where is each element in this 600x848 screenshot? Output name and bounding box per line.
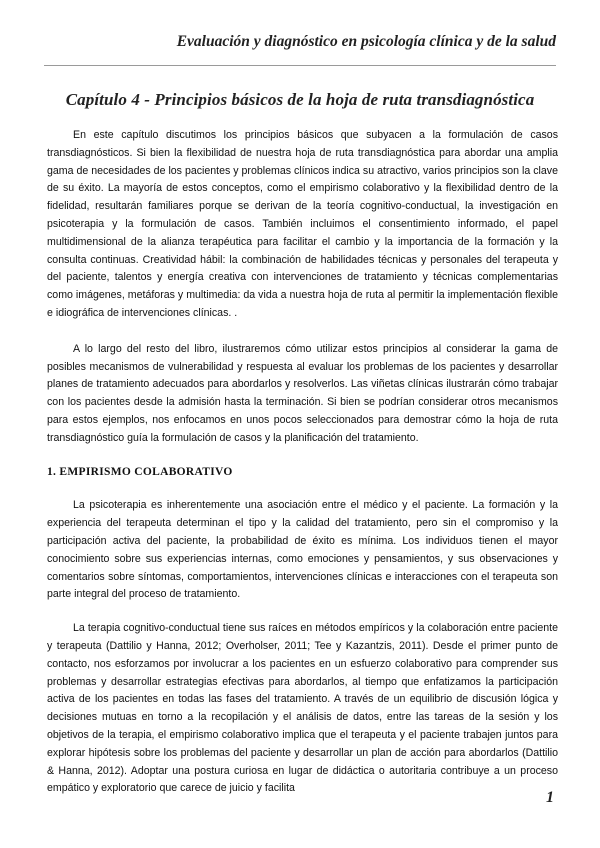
paragraph-spacer (47, 323, 558, 341)
intro-paragraph-2: A lo largo del resto del libro, ilustraremos cómo utilizar estos principios al considerar la gama de posibles mecanismos de vulnerabilidad y respuesta al evaluar los problemas de los pacientes y desarrollar planes de tratamiento adecuados para abordarlos y resolverlos. Las viñetas clínicas ilustrarán cómo trabajar con los pacientes desde la admisión hasta la terminación. Si bien se podrían considerar otros mecanismos para estos ejemplos, nos enfocamos en unos pocos seleccionados para demostrar cómo la hoja de ruta transdiagnóstico guía la formulación de casos y la planificación del tratamiento. (47, 342, 558, 444)
section-heading: 1. EMPIRISMO COLABORATIVO (47, 465, 233, 478)
paragraph-spacer (47, 604, 558, 620)
paragraph-spacer (47, 448, 558, 464)
page-number: 1 (546, 789, 554, 806)
section-paragraph-2: La terapia cognitivo-conductual tiene sus raíces en métodos empíricos y la colaboración entre paciente y terapeuta (Dattilio y Hanna, 2012; Overholser, 2011; Tee y Kazantzis, 2011). Desde el primer punto de contacto, nos esforzamos por involucrar a los pacientes en un esfuerzo colaborativo para comprender sus problemas y desarrollar estrategias efectivas para abordarlos, al tiempo que enfatizamos la participación activa de los pacientes en todas las fases del tratamiento. A través de un equilibrio de discusión lógica y decisiones mutuas en torno a la recopilación y el análisis de datos, entre las tareas de la sesión y los objetivos de la terapia, el empirismo colaborativo implica que el terapeuta y el paciente trabajen juntos para explorar hipótesis sobre los problemas del paciente y desarrollar un plan de acción para abordarlos (Dattilio & Hanna, 2012). Adoptar una postura curiosa en lugar de didáctica o autoritaria contribuye a un proceso empático y exploratorio que carece de juicio y facilita (47, 622, 558, 795)
paragraph-spacer (47, 481, 558, 497)
section-paragraph-1: La psicoterapia es inherentemente una asociación entre el médico y el paciente. La formación y la experiencia del terapeuta determinan el tipo y la calidad del tratamiento, pero sin el compromiso y la participación activa del paciente, la probabilidad de éxito es mínima. Los individuos tienen el mayor conocimiento sobre sus experiencias internas, como emociones y pensamientos, y sus observaciones y comentarios sobre síntomas, comportamientos, intervenciones clínicas e interacciones con el terapeuta son parte integral del proceso de tratamiento. (47, 499, 558, 601)
chapter-title: Capítulo 4 - Principios básicos de la hoja de ruta transdiagnóstica (65, 90, 535, 109)
intro-paragraph-1: En este capítulo discutimos los principios básicos que subyacen a la formulación de casos transdiagnósticos. Si bien la flexibilidad de nuestra hoja de ruta transdiagnóstica para abordar una amplia gama de necesidades de los pacientes y problemas clínicos indica su atractivo, varios principios son la clave de su éxito. La mayoría de estos conceptos, como el empirismo colaborativo y la flexibilidad dentro de la fidelidad, resultarán familiares porque se derivan de la teoría cognitivo-conductual, la investigación en psicoterapia y la formulación de casos. También incluimos el consentimiento informado, el papel multidimensional de la alianza terapéutica para facilitar el cambio y la importancia de la formación y la consulta continuas. Creatividad hábil: la combinación de habilidades técnicas y personales del terapeuta y del paciente, talentos y energía creativa con intervenciones de tratamiento y técnicas complementarias como imágenes, metáforas y multimedia: da vida a nuestra hoja de ruta al permitir la implementación flexible e idiográfica de intervenciones clínicas. . (47, 129, 558, 319)
running-header: Evaluación y diagnóstico en psicología clínica y de la salud (176, 33, 556, 50)
document-body (47, 127, 558, 798)
header-divider (44, 65, 556, 66)
